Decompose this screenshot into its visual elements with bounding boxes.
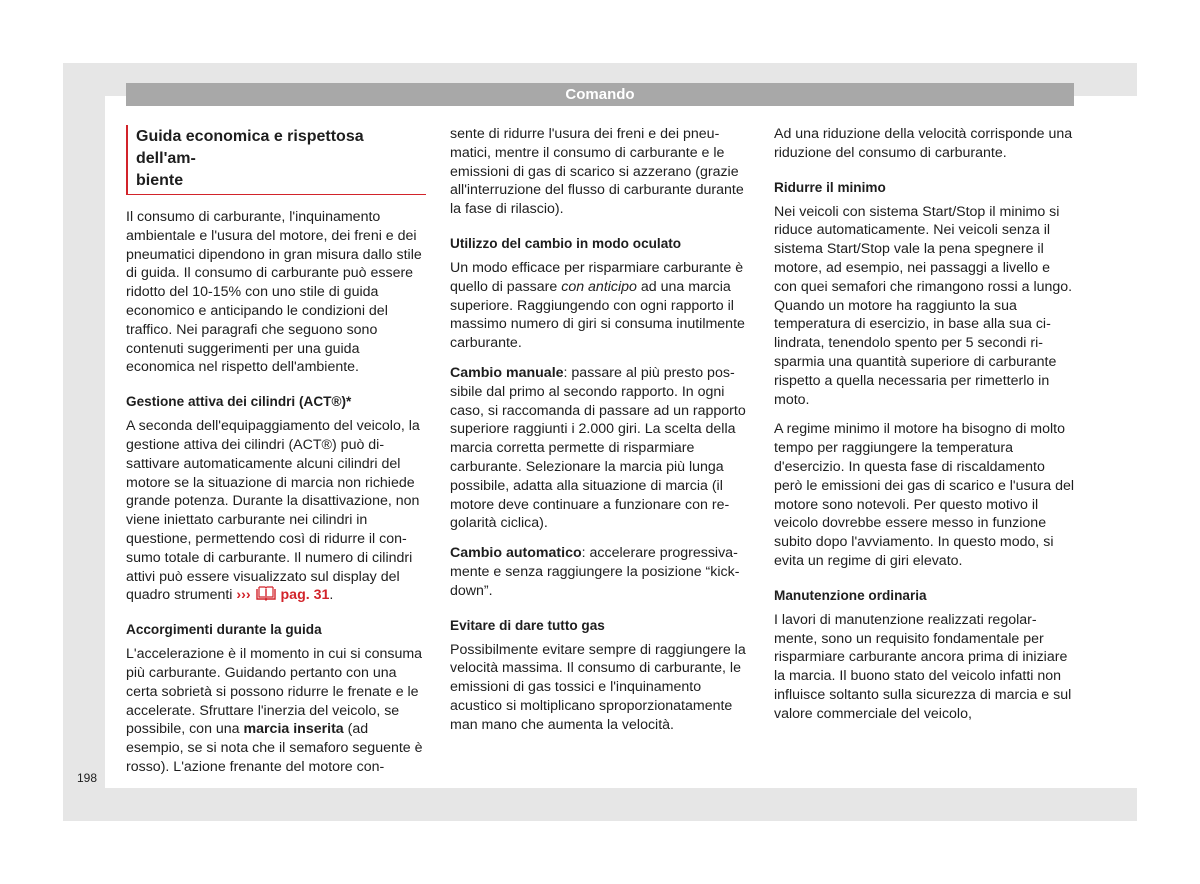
drive-paragraph <box>126 645 426 777</box>
drive-text-b: (ad esempio, se si nota che il semaforo seguente è rosso). L'azione frenante del motore con- <box>126 721 423 775</box>
gear-text-b: ad una marcia superiore. Raggiungendo con ogni rapporto il massimo numero di giri si consuma inutilmente carburante. <box>450 278 745 352</box>
auto-paragraph <box>450 544 750 600</box>
page-number: 198 <box>77 771 98 785</box>
speed-paragraph: Ad una riduzione della velocità corrisponde una riduzione del consumo di carburante. <box>774 126 1073 161</box>
act-text: A seconda dell'equipaggiamento del veicolo, la gestione attiva dei cilindri (ACT®) può disattivare automaticamente alcuni cilindri del motore se la situazione di marcia non richiede grande potenza. Durante la disattivazione, non viene iniettato carburante nei cilindri in questione, permettendo così di ridurre il consumo totale di carburante. Il numero di cilindri attivi può essere visualizzato sul display del quadro strumenti <box>126 418 420 604</box>
ref-end: . <box>329 587 334 604</box>
section-title <box>136 126 426 192</box>
maintenance-heading: Manutenzione ordinaria <box>774 587 927 603</box>
act-paragraph <box>126 417 426 605</box>
continued-paragraph: sente di ridurre l'usura dei freni e dei pneumatici, mentre il consumo di carburante e le emissioni di gas di scarico si azzerano (grazie all'interruzione del flusso di carburante durante la fase di rilascio). <box>450 126 744 218</box>
gear-paragraph <box>450 259 750 353</box>
idle-paragraph: Nei veicoli con sistema Start/Stop il minimo si riduce automaticamente. Nei veicoli senza il sistema Start/Stop vale la pena spegnere il motore, ad esempio, nei passaggi a livello e con quei semafori che rimangono rossi a lungo. Quando un motore ha raggiunto la sua temperatura di esercizio, in base alla sua cilindrata, tenendolo spento per 5 secondi risparmia una quantità superiore di carburante rispetto a quella necessaria per rimetterlo in moto. <box>774 203 1073 408</box>
gear-heading: Utilizzo del cambio in modo oculato <box>450 235 682 251</box>
drive-heading: Accorgimenti durante la guida <box>126 622 322 638</box>
auto-text: : accelerare progressivamente e senza raggiungere la posizione “kick-down”. <box>450 545 740 599</box>
drive-text-a: L'accelerazione è il momento in cui si consuma più carburante. Guidando pertanto con una certa sobrietà si possono ridurre le frenate e le accelerate. Sfruttare l'inerzia del veicolo, se possibile, con una <box>126 646 423 738</box>
section-title-line-2: biente <box>136 172 184 189</box>
section-title-line-1: Guida economica e rispettosa dell'am- <box>136 128 364 167</box>
page-reference-link[interactable]: pag. 31 <box>280 587 330 604</box>
manual-label: Cambio manuale <box>450 364 564 381</box>
chapter-header: Comando <box>126 83 1074 106</box>
full-gas-heading: Evitare di dare tutto gas <box>450 617 605 633</box>
column-2 <box>450 125 750 746</box>
idle-heading: Ridurre il minimo <box>774 179 886 195</box>
column-1 <box>126 125 426 788</box>
section-title-box <box>126 125 426 195</box>
book-reference-icon[interactable] <box>255 586 277 601</box>
intro-paragraph: Il consumo di carburante, l'inquinamento ambientale e l'usura del motore, dei freni e dei pneumatici dipendono in gran misura dallo stile di guida. Il consumo di carburante può essere ridotto del 10-15% con uno stile di guida economico e anticipando le condizioni del traffico. Nei paragrafi che seguono sono contenuti suggerimenti per una guida economica nel rispetto dell'ambiente. <box>126 209 422 376</box>
ref-arrow: ››› <box>236 587 251 604</box>
manual-text: : passare al più presto possibile dal primo al secondo rapporto. In ogni caso, si raccomanda di passare ad un rapporto superiore raggiunti i 2.000 giri. La scelta della marcia corretta permette di risparmiare carburante. Selezionare la marcia più lunga possibile, adatta alla situazione di marcia (il motore deve continuare a funzionare con regolarità ciclica). <box>450 364 746 532</box>
act-heading: Gestione attiva dei cilindri (ACT®)* <box>126 394 352 410</box>
auto-label: Cambio automatico <box>450 545 582 562</box>
column-3 <box>774 125 1074 735</box>
maintenance-paragraph: I lavori di manutenzione realizzati regolarmente, sono un requisito fondamentale per risparmiare carburante ancora prima di iniziare la marcia. Il buono stato del veicolo infatti non influisce soltanto sulla sicurezza di marcia e sul valore commerciale del veicolo, <box>774 611 1072 722</box>
drive-text-bold: marcia inserita <box>243 721 344 738</box>
idle-paragraph-2: A regime minimo il motore ha bisogno di molto tempo per raggiungere la temperatura d'esercizio. In questa fase di riscaldamento però le emissioni dei gas di scarico e l'usura del motore sono notevoli. Per questo motivo il veicolo dovrebbe essere messo in funzione subito dopo l'avviamento. In questo modo, si evita un regime di giri elevato. <box>774 421 1075 569</box>
gear-text-italic: con anticipo <box>561 278 637 295</box>
manual-paragraph <box>450 364 750 533</box>
gear-text-a: Un modo efficace per risparmiare carburante è quello di passare <box>450 259 744 295</box>
full-gas-paragraph: Possibilmente evitare sempre di raggiungere la velocità massima. Il consumo di carburante, le emissioni di gas tossici e l'inquinamento acustico si moltiplicano sproporzionatamente man mano che aumenta la velocità. <box>450 641 746 733</box>
